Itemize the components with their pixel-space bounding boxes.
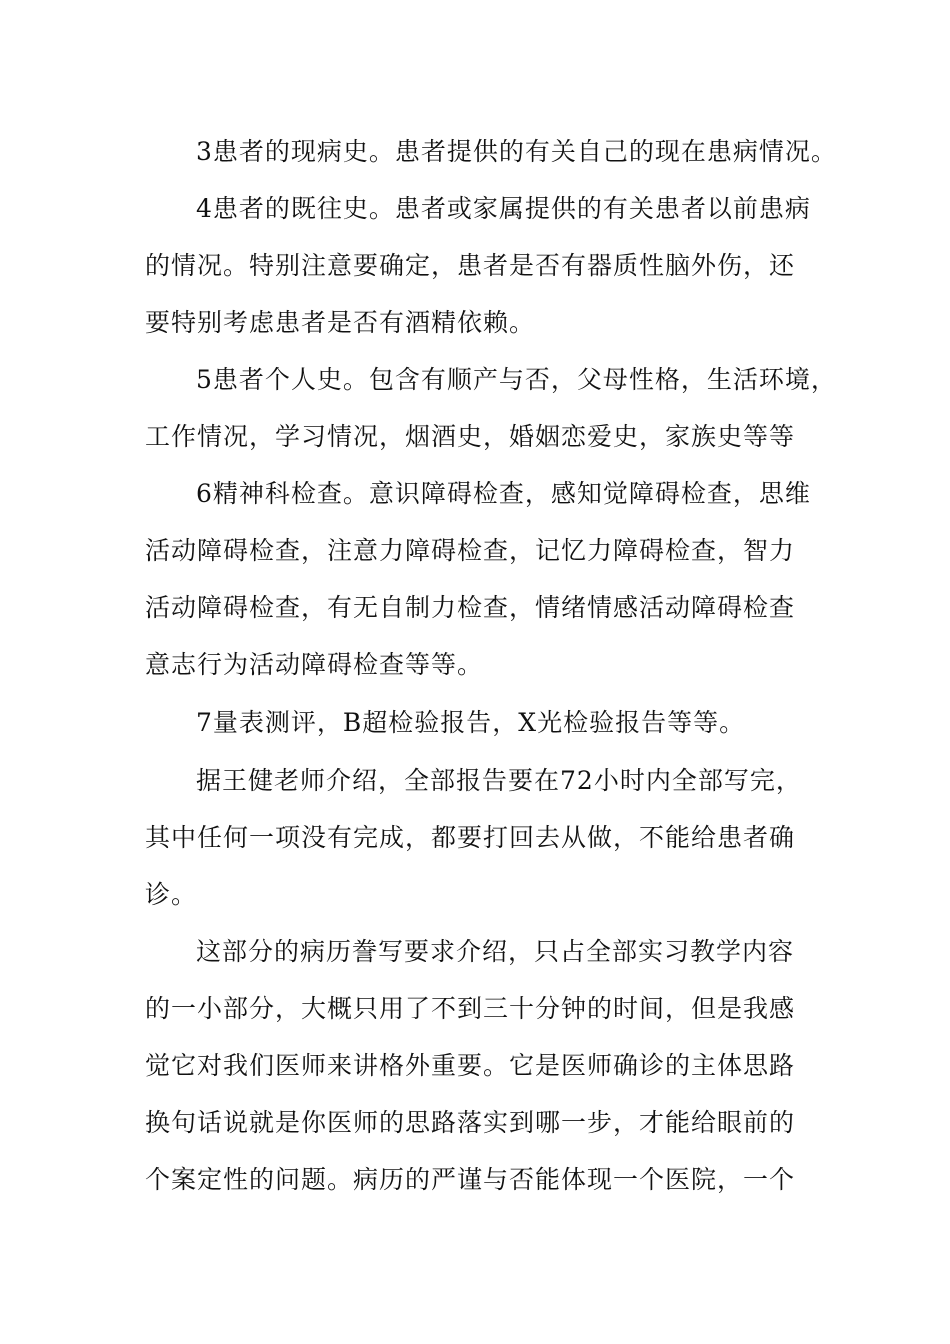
text-line: 诊。	[145, 880, 198, 909]
text-line: 工作情况，学习情况，烟酒史，婚姻恋爱史，家族史等等	[145, 422, 796, 451]
text-line: 6精神科检查。意识障碍检查，感知觉障碍检查，思维	[196, 479, 811, 508]
text-line: 活动障碍检查，注意力障碍检查，记忆力障碍检查，智力	[145, 536, 796, 565]
text-line: 个案定性的问题。病历的严谨与否能体现一个医院，一个	[145, 1165, 796, 1194]
text-line: 7量表测评，B超检验报告，X光检验报告等等。	[196, 708, 746, 737]
text-line: 这部分的病历誊写要求介绍，只占全部实习教学内容	[196, 937, 795, 966]
text-line: 换句话说就是你医师的思路落实到哪一步，才能给眼前的	[145, 1108, 796, 1137]
text-line: 4患者的既往史。患者或家属提供的有关患者以前患病	[196, 194, 811, 223]
text-line: 要特别考虑患者是否有酒精依赖。	[145, 308, 536, 337]
text-line: 3患者的现病史。患者提供的有关自己的现在患病情况。	[196, 137, 837, 166]
text-line: 意志行为活动障碍检查等等。	[145, 650, 484, 679]
text-line: 活动障碍检查，有无自制力检查，情绪情感活动障碍检查	[145, 593, 796, 622]
text-line: 觉它对我们医师来讲格外重要。它是医师确诊的主体思路	[145, 1051, 796, 1080]
text-line: 的一小部分，大概只用了不到三十分钟的时间，但是我感	[145, 994, 796, 1023]
text-line: 据王健老师介绍，全部报告要在72小时内全部写完，	[196, 766, 802, 795]
text-line: 5患者个人史。包含有顺产与否，父母性格，生活环境，	[196, 365, 837, 394]
text-line: 其中任何一项没有完成，都要打回去从做，不能给患者确	[145, 823, 796, 852]
text-line: 的情况。特别注意要确定，患者是否有器质性脑外伤，还	[145, 251, 796, 280]
